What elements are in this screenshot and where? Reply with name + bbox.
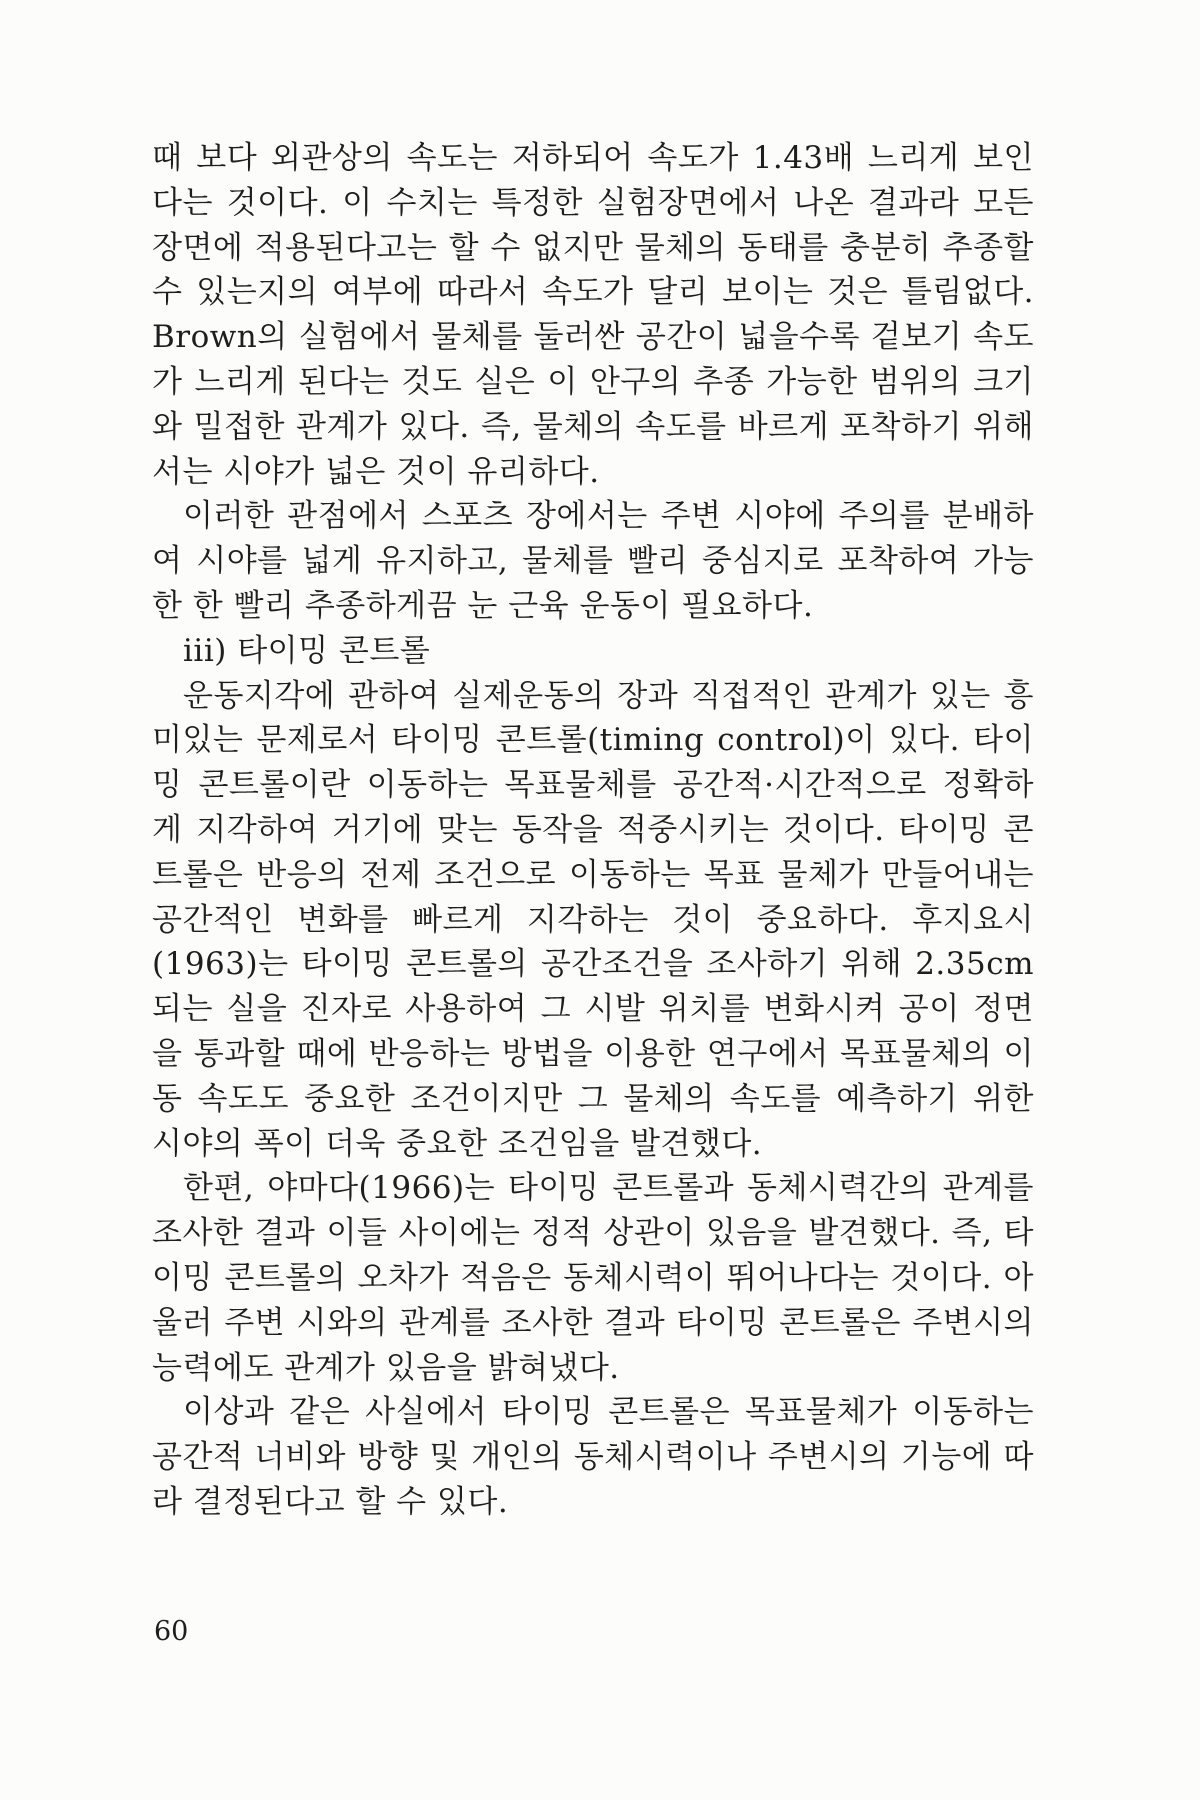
- paragraph-2: 이러한 관점에서 스포츠 장에서는 주변 시야에 주의를 분배하여 시야를 넓게 유지하고, 물체를 빨리 중심지로 포착하여 가능한 한 빨리 추종하게끔 눈 근육 운동이 필요하다.: [152, 498, 1034, 624]
- paragraph-5: 이상과 같은 사실에서 타이밍 콘트롤은 목표물체가 이동하는 공간적 너비와 방향 및 개인의 동체시력이나 주변시의 기능에 따라 결정된다고 할 수 있다.: [152, 1394, 1034, 1520]
- paragraph-1: 때 보다 외관상의 속도는 저하되어 속도가 1.43배 느리게 보인다는 것이다. 이 수치는 특정한 실험장면에서 나온 결과라 모든 장면에 적용된다고는 할 수 없지만 물체의 동태를 충분히 추종할 수 있는지의 여부에 따라서 속도가 달리 보이는 것은 틀림없다. Brown의 실험에서 물체를 둘러싼 공간이 넓을수록 겉보기 속도가 느리게 된다는 것도 실은 이 안구의 추종 가능한 범위의 크기와 밀접한 관계가 있다. 즉, 물체의 속도를 바르게 포착하기 위해서는 시야가 넓은 것이 유리하다.: [152, 140, 1034, 490]
- page-number: 60: [154, 1616, 189, 1647]
- section-heading: iii) 타이밍 콘트롤: [183, 632, 431, 669]
- paragraph-3: 운동지각에 관하여 실제운동의 장과 직접적인 관계가 있는 흥미있는 문제로서 타이밍 콘트롤(timing control)이 있다. 타이밍 콘트롤이란 이동하는 목표물체를 공간적·시간적으로 정확하게 지각하여 거기에 맞는 동작을 적중시키는 것이다. 타이밍 콘트롤은 반응의 전제 조건으로 이동하는 목표 물체가 만들어내는 공간적인 변화를 빠르게 지각하는 것이 중요하다. 후지요시(1963)는 타이밍 콘트롤의 공간조건을 조사하기 위해 2.35cm되는 실을 진자로 사용하여 그 시발 위치를 변화시켜 공이 정면을 통과할 때에 반응하는 방법을 이용한 연구에서 목표물체의 이동 속도도 중요한 조건이지만 그 물체의 속도를 예측하기 위한 시야의 폭이 더욱 중요한 조건임을 발견했다.: [152, 677, 1034, 1162]
- paragraph-4: 한편, 야마다(1966)는 타이밍 콘트롤과 동체시력간의 관계를 조사한 결과 이들 사이에는 정적 상관이 있음을 발견했다. 즉, 타이밍 콘트롤의 오차가 적음은 동체시력이 뛰어나다는 것이다. 아울러 주변 시와의 관계를 조사한 결과 타이밍 콘트롤은 주변시의 능력에도 관계가 있음을 밝혀냈다.: [152, 1170, 1034, 1386]
- body-text: [152, 136, 1034, 1525]
